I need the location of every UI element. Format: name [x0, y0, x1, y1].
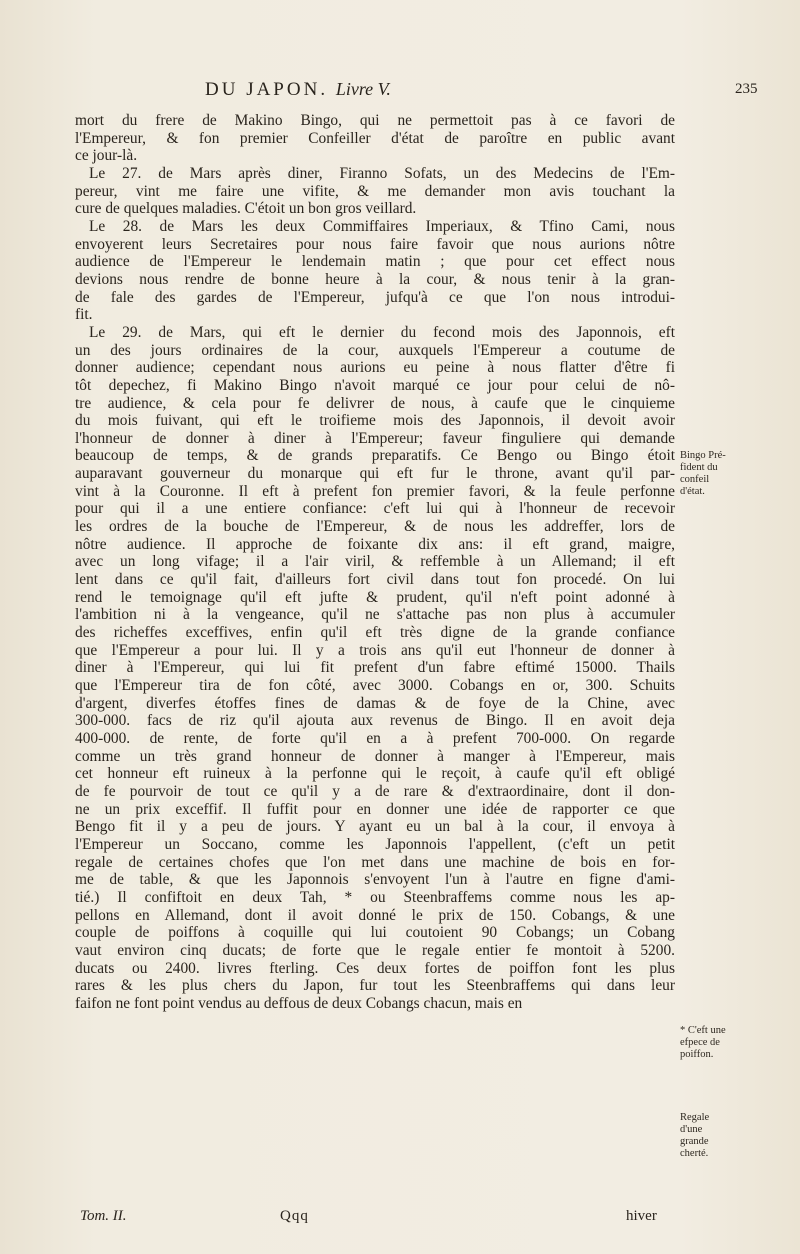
- margin-note-line: d'une: [680, 1124, 703, 1135]
- book-number: Livre V.: [335, 79, 391, 99]
- text-line: de fe pourvoir de tout ce qu'il y a de rare & d'extraordinaire, dont il don-: [75, 782, 675, 800]
- text-line: ne un prix exceffif. Il fuffit pour en donner une idée de rapporter ce que: [75, 800, 675, 818]
- text-line: l'ambition ni à la vengeance, qu'il ne s'attache pas non plus à accumuler: [75, 606, 675, 624]
- page-header: [0, 79, 800, 103]
- text-line: des richeffes exceffives, enfin qu'il eft très digne de la grande confiance: [75, 624, 675, 642]
- paragraph: [75, 324, 675, 1013]
- text-line: faifon ne font point vendus au deffous de deux Cobangs chacun, mais en: [75, 994, 523, 1012]
- text-line: tôt depechez, fi Makino Bingo n'avoit marqué ce jour pour celui de nô-: [75, 376, 675, 394]
- text-line: diner à l'Empereur, qui lui fit prefent d'un fabre eftimé 15000. Thails: [75, 659, 675, 677]
- text-line: 400-000. de rente, de forte qu'il en a à prefent 700-000. On regarde: [75, 729, 675, 747]
- text-line: 300-000. facs de riz qu'il ajouta aux revenus de Bingo. Il en avoit deja: [75, 712, 675, 730]
- text-line: Bengo fit il y a peu de jours. Y ayant eu un bal à la cour, il envoya à: [75, 818, 675, 836]
- signature-mark: Qqq: [280, 1208, 309, 1224]
- margin-note-line: poiffon.: [680, 1049, 714, 1060]
- text-line: l'Empereur, & fon premier Confeiller d'état de paroître en public avant: [75, 129, 675, 147]
- text-line: pellons en Allemand, dont il avoit donné le prix de 150. Cobangs, & une: [75, 906, 675, 924]
- text-line: tre audience, & cela pour fe delivrer de nous, à caufe que le cinquieme: [75, 394, 675, 412]
- volume-mark: Tom. II.: [80, 1208, 127, 1224]
- margin-note: [680, 450, 742, 498]
- margin-note-line: Regale: [680, 1112, 710, 1123]
- text-line: cure de quelques maladies. C'étoit un bon gros veillard.: [75, 200, 417, 218]
- main-text: [75, 112, 675, 1012]
- margin-note-line: efpece de: [680, 1037, 720, 1048]
- margin-note: [680, 1112, 742, 1160]
- text-line: lent dans ce qu'il fait, d'ailleurs fort civil dans tout fon procedé. On lui: [75, 571, 675, 589]
- text-line: les ordres de la bouche de l'Empereur, & de nous les addreffer, lors de: [75, 518, 675, 536]
- text-line: envoyerent leurs Secretaires pour nous faire favoir que nous aurions nôtre: [75, 235, 675, 253]
- text-line: auparavant gouverneur du monarque qui eft fur le throne, avant qu'il par-: [75, 465, 675, 483]
- text-line: de fale des gardes de l'Empereur, jufqu'à ce que l'on nous introdui-: [75, 288, 675, 306]
- text-line: pour qui il a une entiere confiance: c'eft lui qui à l'honneur de recevoir: [75, 500, 675, 518]
- margin-note-line: fident du: [680, 462, 718, 473]
- margin-note-line: cherté.: [680, 1148, 709, 1159]
- paragraph: [75, 218, 675, 324]
- text-line: regale de certaines chofes que l'on met dans une machine de bois en for-: [75, 853, 675, 871]
- margin-note-line: d'état.: [680, 486, 705, 497]
- catchword: hiver: [626, 1208, 657, 1224]
- text-line: cet honneur eft ruineux à la perfonne qui le reçoit, à caufe qu'il eft obligé: [75, 765, 675, 783]
- text-line: un des jours ordinaires de la cour, auxquels l'Empereur a coutume de: [75, 341, 675, 359]
- text-line: fit.: [75, 306, 93, 324]
- paragraph: [75, 165, 675, 218]
- running-title: DU JAPON. Livre V.: [205, 79, 391, 100]
- text-line: Le 27. de Mars après diner, Firanno Sofats, un des Medecins de l'Em-: [89, 164, 675, 182]
- text-line: pereur, vint me faire une vifite, & me demander mon avis touchant la: [75, 182, 675, 200]
- text-line: avec un long vifage; il a l'air viril, & reffemble à un Allemand; il eft: [75, 553, 675, 571]
- text-line: couple de poiffons à coquille qui lui coutoient 90 Cobangs; un Cobang: [75, 924, 675, 942]
- margin-note-line: confeil: [680, 474, 710, 485]
- margin-note-line: Bingo Pré-: [680, 450, 726, 461]
- margin-note: [680, 1025, 742, 1061]
- text-line: comme un très grand honneur de donner à manger à l'Empereur, mais: [75, 747, 675, 765]
- margin-note-line: grande: [680, 1136, 709, 1147]
- text-line: d'argent, diverfes étoffes fines de damas & de foye de la Chine, avec: [75, 694, 675, 712]
- text-line: rend le temoignage qu'il eft jufte & prudent, qu'il n'eft point adonné à: [75, 588, 675, 606]
- text-line: vint à la Couronne. Il eft à prefent fon premier favori, & la feule perfonne: [75, 482, 675, 500]
- text-line: nôtre audience. Il approche de foixante dix ans: il eft grand, maigre,: [75, 535, 675, 553]
- paragraph: [75, 112, 675, 165]
- text-line: Le 29. de Mars, qui eft le dernier du fecond mois des Japonnois, eft: [89, 323, 675, 341]
- text-line: l'Empereur un Soccano, comme les Japonnois l'appellent, (c'eft un petit: [75, 835, 675, 853]
- page-number: 235: [735, 81, 758, 97]
- text-line: mort du frere de Makino Bingo, qui ne permettoit pas à ce favori de: [75, 112, 675, 129]
- text-line: beaucoup de temps, & de grands preparatifs. Ce Bengo ou Bingo étoit: [75, 447, 675, 465]
- text-line: tié.) Il confiftoit en deux Tah, * ou Steenbraffems comme nous les ap-: [75, 888, 675, 906]
- text-line: ducats ou 2400. livres fterling. Ces deux fortes de poiffon font les plus: [75, 959, 675, 977]
- text-line: Le 28. de Mars les deux Commiffaires Imperiaux, & Tfino Cami, nous: [89, 217, 675, 235]
- text-line: que l'Empereur tira de fon côté, avec 3000. Cobangs en or, 300. Schuits: [75, 677, 675, 694]
- text-line: ce jour-là.: [75, 147, 138, 165]
- text-line: que l'Empereur a pour lui. Il y a trois ans qu'il eut l'honneur de donner à: [75, 641, 675, 659]
- text-line: devions nous rendre de bonne heure à la cour, & nous tenir à la gran-: [75, 270, 675, 288]
- page-footer: [80, 1208, 680, 1230]
- text-line: me de table, & que les Japonnois s'envoyent l'un à l'autre en figne d'ami-: [75, 871, 675, 889]
- text-line: donner audience; cependant nous aurions eu peine à nous flatter d'être fi: [75, 359, 675, 377]
- text-line: audience de l'Empereur le lendemain matin ; que pour cet effect nous: [75, 253, 675, 271]
- margin-note-line: * C'eft une: [680, 1025, 726, 1036]
- text-line: du mois fuivant, qui eft le troifieme mois des Japonnois, il devoit avoir: [75, 412, 675, 430]
- text-line: l'honneur de donner à diner à l'Empereur; faveur finguliere qui demande: [75, 429, 675, 447]
- text-line: rares & les plus chers du Japon, fur tout les Steenbraffems qui dans leur: [75, 977, 675, 995]
- text-line: vaut environ cinq ducats; de forte que le regale entier fe montoit à 5200.: [75, 941, 675, 959]
